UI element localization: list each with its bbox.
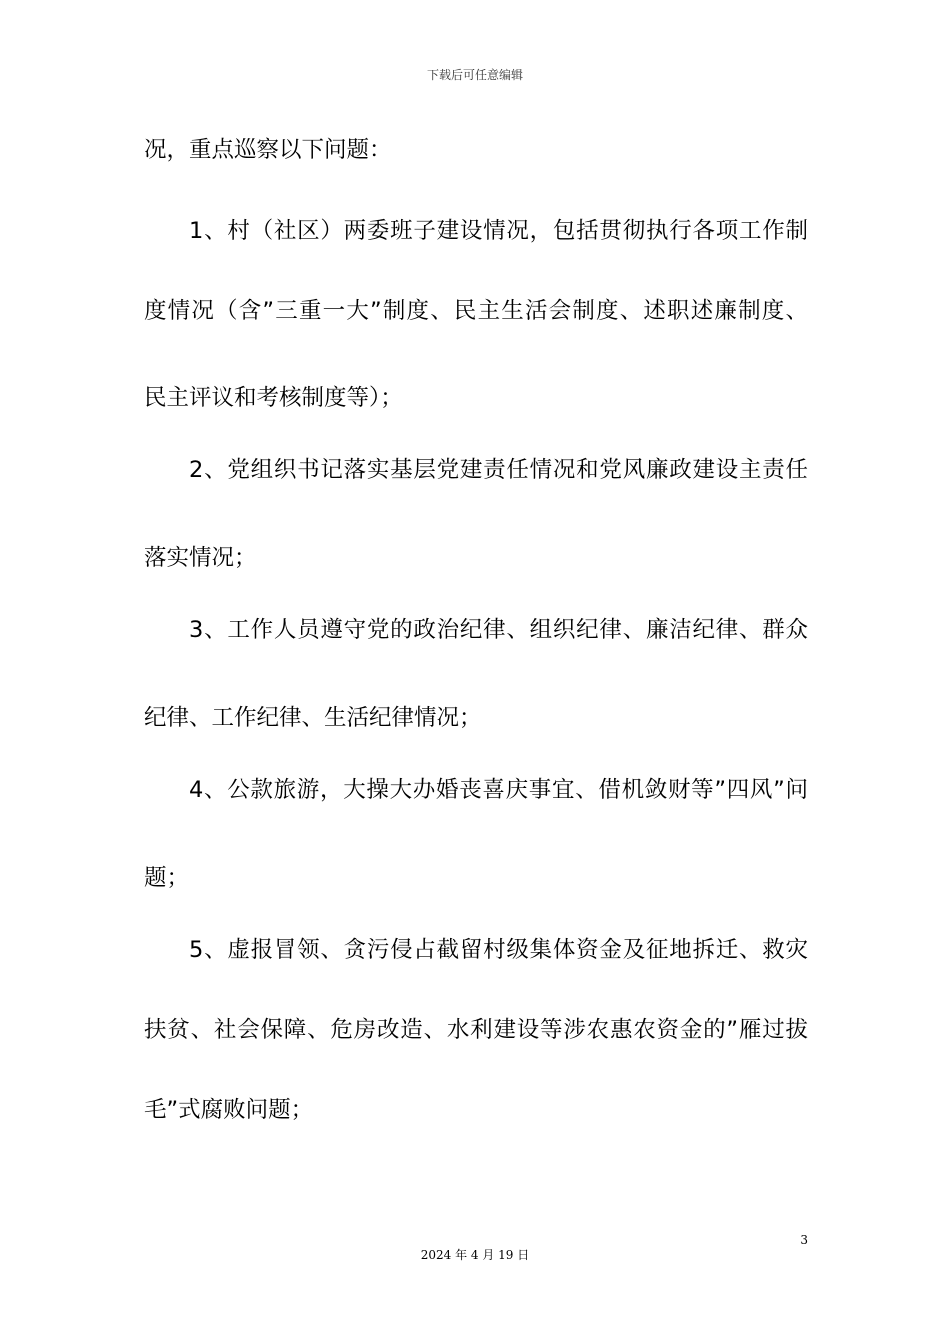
paragraph-line: 落实情况；	[144, 545, 257, 571]
paragraph-line: 毛”式腐败问题；	[144, 1097, 314, 1123]
footer-date: 2024 年 4 月 19 日	[420, 1248, 530, 1262]
paragraph-line: 度情况（含”三重一大”制度、民主生活会制度、述职述廉制度、	[144, 298, 808, 324]
paragraph-line: 5、虚报冒领、贪污侵占截留村级集体资金及征地拆迁、救灾	[189, 937, 808, 963]
page-number: 3	[800, 1233, 808, 1247]
paragraph-line: 纪律、工作纪律、生活纪律情况；	[144, 705, 482, 731]
paragraph-line: 3、工作人员遵守党的政治纪律、组织纪律、廉洁纪律、群众	[189, 617, 808, 643]
page-header: 下载后可任意编辑	[426, 68, 523, 82]
paragraph-line: 况，重点巡察以下问题：	[144, 137, 392, 163]
paragraph-line: 2、党组织书记落实基层党建责任情况和党风廉政建设主责任	[189, 457, 808, 483]
paragraph-line: 4、公款旅游，大操大办婚丧喜庆事宜、借机敛财等”四风”问	[189, 777, 808, 803]
paragraph-line: 扶贫、社会保障、危房改造、水利建设等涉农惠农资金的”雁过拔	[144, 1017, 808, 1043]
paragraph-line: 1、村（社区）两委班子建设情况，包括贯彻执行各项工作制	[189, 218, 808, 244]
paragraph-line: 民主评议和考核制度等）；	[144, 385, 403, 411]
paragraph-line: 题；	[144, 865, 190, 891]
